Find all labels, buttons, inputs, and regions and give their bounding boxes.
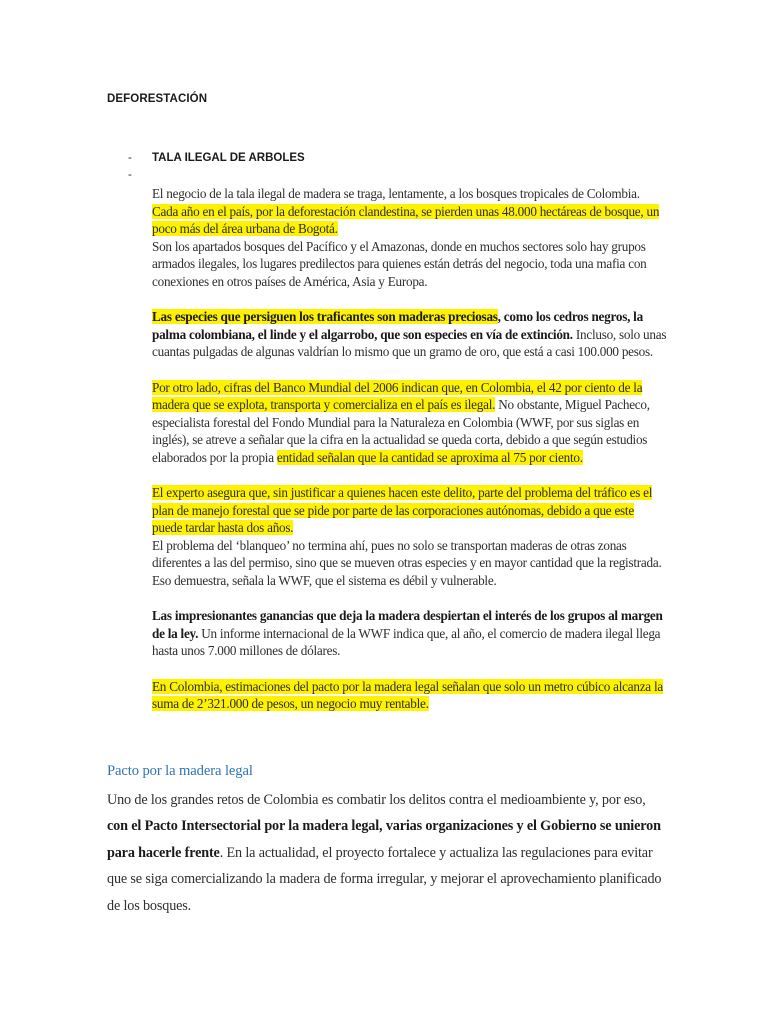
highlighted-text: Cada año en el país, por la deforestación clandestina, se pierden unas 48.000 hectáreas de bosque, un poco más del área urbana de Bogotá. xyxy=(152,203,660,237)
paragraph-ganancias xyxy=(152,607,667,660)
text-run: . En la actualidad, el proyecto fortalece y actualiza las regulaciones para evitar que se siga comercializando la madera de forma irregular, y mejorar el aprovechamiento planificado de los bosques. xyxy=(107,844,662,914)
bullet-item xyxy=(128,167,305,184)
paragraph-metro-cubico xyxy=(152,678,667,713)
highlighted-bold-text: Las especies que persiguen los traficantes son maderas preciosas xyxy=(152,309,498,325)
text-run: Incluso, solo unas cuantas pulgadas de algunas valdrían lo mismo que un gramo de oro, que está a casi 100.000 pesos. xyxy=(152,326,667,360)
bullet-list xyxy=(128,150,305,184)
paragraph-blanqueo: El problema del ‘blanqueo’ no termina ahí, pues no solo se transportan maderas de otras zonas diferentes a las del permiso, sino que se mueven otras especies y en mayor cantidad que la registrada. Eso demuestra, señala la WWF, que el sistema es débil y vulnerable. xyxy=(152,537,662,589)
highlighted-text: entidad señalan que la cantidad se aproxima al 75 por ciento. xyxy=(276,449,583,465)
bold-text: con el Pacto Intersectorial por la madera legal, varias organizaciones y el Gobierno se unieron para hacerle frente xyxy=(107,818,661,861)
bullet-dash: - xyxy=(128,169,132,181)
highlighted-text: El experto asegura que, sin justificar a quienes hacen este delito, parte del problema del tráfico es el plan de manejo forestal que se pide por parte de las corporaciones autónomas, debido a que este puede tardar hasta dos años. xyxy=(152,485,653,536)
document-title: DEFORESTACIÓN xyxy=(107,93,208,105)
bullet-item xyxy=(128,150,305,167)
bullet-dash: - xyxy=(128,152,132,164)
bold-text: , como los cedros negros, la palma colombiana, el linde y el algarrobo, que son especies en vía de extinción. xyxy=(152,309,643,342)
bold-text: Las impresionantes ganancias que deja la madera despiertan el interés de los grupos al margen de la ley. xyxy=(152,608,663,641)
paragraph-experto xyxy=(152,484,667,537)
highlighted-text: Por otro lado, cifras del Banco Mundial del 2006 indican que, en Colombia, el 42 por ciento de la madera que se explota, transporta y comercializa en el país es ilegal. xyxy=(152,379,643,413)
text-run: El negocio de la tala ilegal de madera se traga, lentamente, a los bosques tropicales de Colombia. xyxy=(152,186,640,201)
paragraph-especies xyxy=(152,308,667,361)
paragraph-banco-mundial xyxy=(152,379,667,467)
text-run: Un informe internacional de la WWF indica que, al año, el comercio de madera ilegal llega hasta unos 7.000 millones de dólares. xyxy=(152,625,661,659)
paragraph-tala-ilegal xyxy=(152,185,667,238)
paragraph-pacto xyxy=(107,787,667,919)
body-text xyxy=(152,185,667,713)
highlighted-text: En Colombia, estimaciones del pacto por la madera legal señalan que solo un metro cúbico alcanza la suma de 2’321.000 de pesos, un negocio muy rentable. xyxy=(152,678,663,712)
section-heading-pacto: Pacto por la madera legal xyxy=(107,763,253,779)
bullet-text: TALA ILEGAL DE ARBOLES xyxy=(152,152,305,164)
paragraph-bosques-pacifico: Son los apartados bosques del Pacífico y el Amazonas, donde en muchos sectores solo hay grupos armados ilegales, los lugares predilectos para quienes están detrás del negocio, toda una mafia con conexiones en otros países de América, Asia y Europa. xyxy=(152,238,647,289)
text-run: Uno de los grandes retos de Colombia es combatir los delitos contra el medioambiente y, por eso, xyxy=(107,792,646,808)
text-run: No obstante, Miguel Pacheco, especialista forestal del Fondo Mundial para la Naturaleza en Colombia (WWF, por sus siglas en inglés), se atreve a señalar que la cifra en la actualidad se queda corta, debido a que según estudios elaborados por la propia xyxy=(152,397,650,465)
